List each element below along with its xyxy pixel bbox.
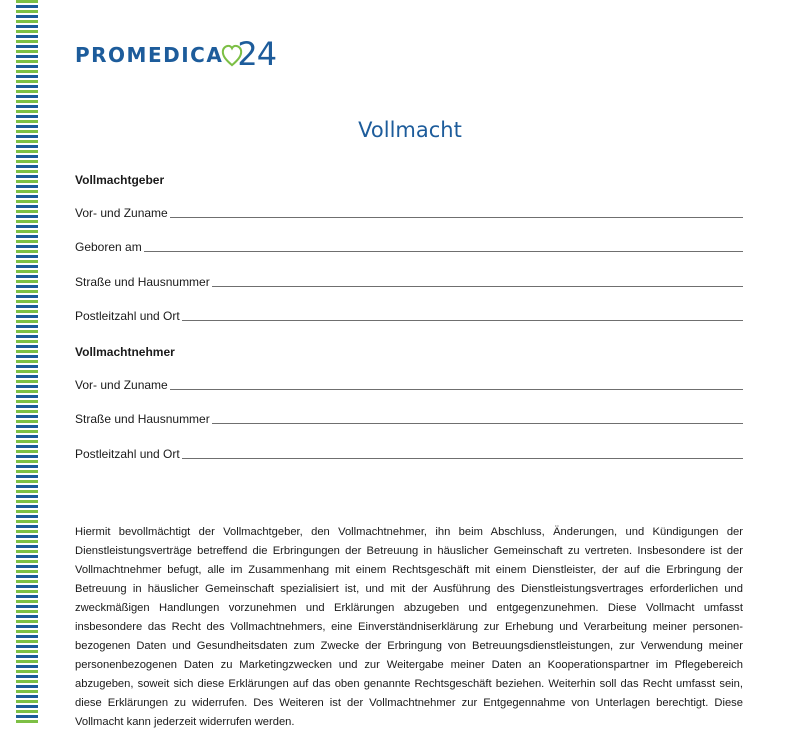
fill-line [182,458,743,459]
field-label: Postleitzahl und Ort [75,447,180,461]
grantor-postal-city-field[interactable] [75,307,743,323]
fill-line [182,320,743,321]
grantee-heading: Vollmachtnehmer [75,345,175,359]
grantor-street-field[interactable] [75,273,743,289]
grantor-heading: Vollmachtgeber [75,173,165,187]
grantee-street-field[interactable] [75,410,743,426]
document-title: Vollmacht [358,118,462,142]
field-label: Vor- und Zuname [75,206,168,220]
promedica24-logo [75,30,277,73]
grantee-postal-city-field[interactable] [75,445,743,461]
field-label: Straße und Hausnummer [75,275,210,289]
grantor-birthdate-field[interactable] [75,238,743,254]
fill-line [170,217,743,218]
fill-line [212,423,743,424]
logo-number: 24 [237,35,277,73]
field-label: Geboren am [75,240,142,254]
authorization-text: Hiermit bevollmächtigt der Vollmachtgeber, den Vollmachtnehmer, ihn beim Abschluss, Änderungen, und Kündigungen der Dienstleistungsverträge betreffend die Erbringungen der Betreuung in häuslicher Gemeinschaft zu vertreten. Insbesondere ist der Vollmachtnehmer befugt, alle im Zusammenhang mit einem Rechtsgeschäft mit einem Dienstleister, der auf die Erbringung der Betreuung in häuslicher Gemeinschaft spezialisiert ist, und mit der Ausführung des Dienstleistungsvertrages erforderlichen und zweckmäßigen Handlungen vorzunehmen und Erklärungen abzugeben und entgegenzunehmen. Diese Vollmacht umfasst insbesondere das Recht des Vollmachtnehmers, eine Einverständniserklärung zur Erhebung und Verarbeitung meiner personen-bezogenen Daten und Gesundheitsdaten zum Zwecke der Erbringung von Betreuungsdienstleistungen, zur Verwendung meiner personenbezogenen Daten zu Marketingzwecken und zur Weitergabe meiner Daten an Kooperationspartner im Pflegebereich abzugeben, soweit sich diese Erklärungen auf das oben genannte Rechtsgeschäft beziehen. Weiterhin soll das Recht umfasst sein, diese Erklärungen zu widerrufen. Des Weiteren ist der Vollmachtnehmer zur Entgegennahme von Unterlagen berechtigt. Diese Vollmacht kann jederzeit widerrufen werden. [75,526,743,729]
fill-line [212,286,743,287]
fill-line [144,251,743,252]
logo-wordmark: PROMEDICA [75,43,224,67]
decorative-stripe-border [16,0,38,724]
fill-line [170,389,743,390]
grantor-name-field[interactable] [75,204,743,220]
field-label: Vor- und Zuname [75,378,168,392]
grantee-name-field[interactable] [75,376,743,392]
field-label: Straße und Hausnummer [75,412,210,426]
field-label: Postleitzahl und Ort [75,309,180,323]
